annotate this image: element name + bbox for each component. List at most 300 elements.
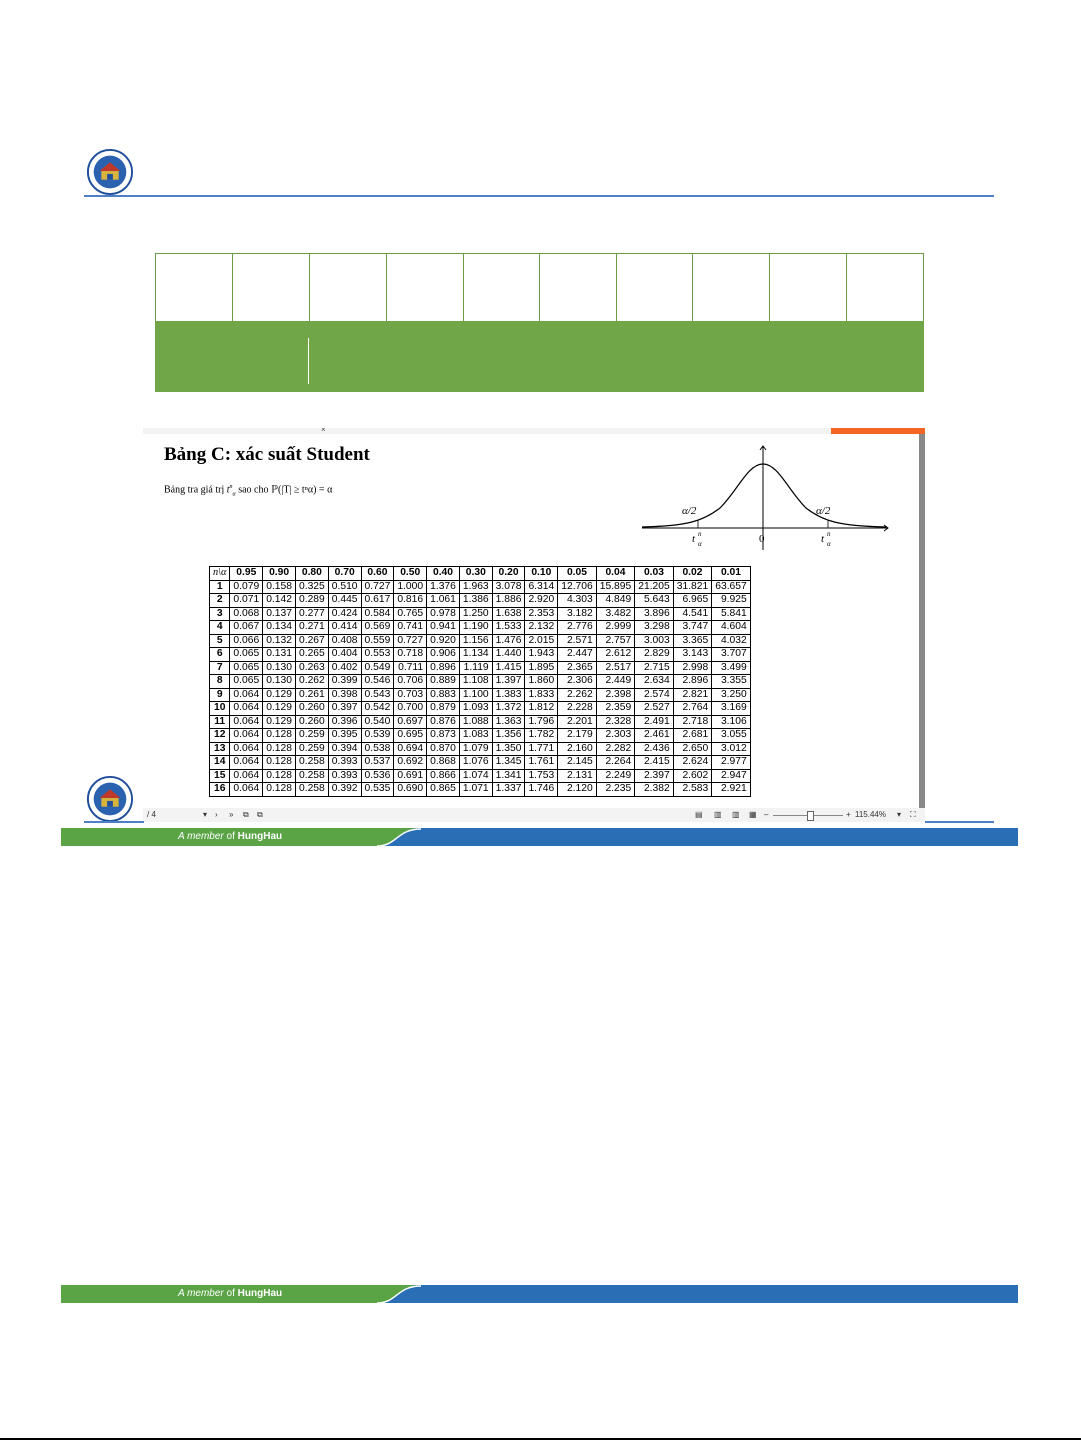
empty-table (155, 253, 924, 392)
quantile-cell: 2.365 (558, 661, 597, 675)
degrees-of-freedom-cell: 9 (210, 688, 230, 702)
quantile-cell: 2.235 (596, 783, 635, 797)
table-row (210, 715, 751, 729)
quantile-cell: 0.553 (361, 648, 394, 662)
right-t-label: t (821, 533, 825, 545)
zoom-in-icon[interactable]: + (846, 810, 851, 819)
quantile-cell: 1.415 (492, 661, 525, 675)
quantile-cell: 0.137 (263, 607, 296, 621)
quantile-cell: 0.065 (230, 661, 263, 675)
quantile-cell: 2.415 (635, 756, 674, 770)
quantile-cell: 2.449 (596, 675, 635, 689)
quantile-cell: 0.271 (295, 621, 328, 635)
student-t-table (209, 566, 751, 797)
quantile-cell: 1.638 (492, 607, 525, 621)
table-row (210, 661, 751, 675)
quantile-cell: 0.873 (427, 729, 460, 743)
quantile-cell: 0.394 (328, 742, 361, 756)
quantile-cell: 2.132 (525, 621, 558, 635)
table-row (210, 756, 751, 770)
quantile-cell: 1.383 (492, 688, 525, 702)
quantile-cell: 1.753 (525, 769, 558, 783)
quantile-cell: 0.765 (394, 607, 427, 621)
quantile-cell: 1.886 (492, 594, 525, 608)
quantile-cell: 3.482 (596, 607, 635, 621)
quantile-cell: 0.398 (328, 688, 361, 702)
quantile-cell: 2.262 (558, 688, 597, 702)
quantile-cell: 0.706 (394, 675, 427, 689)
quantile-cell: 0.395 (328, 729, 361, 743)
header-rule (84, 821, 144, 823)
left-t-label: t (692, 533, 696, 545)
quantile-cell: 4.849 (596, 594, 635, 608)
window-controls[interactable] (831, 428, 925, 434)
table-row (210, 634, 751, 648)
quantile-cell: 0.920 (427, 634, 460, 648)
table-row (210, 769, 751, 783)
quantile-cell: 1.076 (459, 756, 492, 770)
quantile-cell: 2.249 (596, 769, 635, 783)
quantile-cell: 2.517 (596, 661, 635, 675)
quantile-cell: 0.065 (230, 648, 263, 662)
quantile-cell: 1.833 (525, 688, 558, 702)
quantile-cell: 0.263 (295, 661, 328, 675)
table-row (210, 607, 751, 621)
quantile-cell: 0.896 (427, 661, 460, 675)
quantile-cell: 0.396 (328, 715, 361, 729)
alpha-header: 0.80 (295, 567, 328, 581)
quantile-cell: 1.440 (492, 648, 525, 662)
alpha-header: 0.50 (394, 567, 427, 581)
quantile-cell: 0.408 (328, 634, 361, 648)
quantile-cell: 0.130 (263, 675, 296, 689)
table-row (210, 594, 751, 608)
quantile-cell: 2.718 (673, 715, 712, 729)
copy-icon[interactable]: ⧉ (243, 810, 249, 819)
quantile-cell: 5.841 (712, 607, 751, 621)
quantile-cell: 1.372 (492, 702, 525, 716)
page-dropdown-icon[interactable]: ▾ (203, 810, 208, 819)
alpha-header: 0.01 (712, 567, 751, 581)
pdf-tab-bar (143, 428, 925, 434)
quantile-cell: 2.145 (558, 756, 597, 770)
table-row (210, 729, 751, 743)
quantile-cell: 0.128 (263, 742, 296, 756)
quantile-cell: 0.260 (295, 715, 328, 729)
quantile-cell: 0.131 (263, 648, 296, 662)
quantile-cell: 0.404 (328, 648, 361, 662)
quantile-cell: 2.015 (525, 634, 558, 648)
document-subtitle: Bảng tra giá trị $t^n_\alpha$ sao cho ℙ(|T| ≥ tⁿα) = α (164, 484, 333, 498)
quantile-cell: 3.707 (712, 648, 751, 662)
quantile-cell: 3.250 (712, 688, 751, 702)
quantile-cell: 0.868 (427, 756, 460, 770)
quantile-cell: 0.130 (263, 661, 296, 675)
quantile-cell: 0.941 (427, 621, 460, 635)
quantile-cell: 0.711 (394, 661, 427, 675)
quantile-cell: 0.142 (263, 594, 296, 608)
quantile-cell: 2.282 (596, 742, 635, 756)
quantile-cell: 2.921 (712, 783, 751, 797)
quantile-cell: 0.397 (328, 702, 361, 716)
quantile-cell: 0.128 (263, 729, 296, 743)
alpha-header: 0.90 (263, 567, 296, 581)
quantile-cell: 2.634 (635, 675, 674, 689)
paste-icon[interactable]: ⧉ (257, 810, 263, 819)
quantile-cell: 3.747 (673, 621, 712, 635)
quantile-cell: 2.612 (596, 648, 635, 662)
quantile-cell: 1.119 (459, 661, 492, 675)
quantile-cell: 2.602 (673, 769, 712, 783)
quantile-cell: 1.000 (394, 580, 427, 594)
svg-text:n: n (698, 530, 702, 538)
quantile-cell: 3.169 (712, 702, 751, 716)
quantile-cell: 2.131 (558, 769, 597, 783)
quantile-cell: 1.108 (459, 675, 492, 689)
alpha-header: 0.70 (328, 567, 361, 581)
quantile-cell: 2.583 (673, 783, 712, 797)
quantile-cell: 0.876 (427, 715, 460, 729)
quantile-cell: 0.068 (230, 607, 263, 621)
quantile-cell: 2.359 (596, 702, 635, 716)
quantile-cell: 2.650 (673, 742, 712, 756)
quantile-cell: 2.757 (596, 634, 635, 648)
quantile-cell: 0.542 (361, 702, 394, 716)
quantile-cell: 2.998 (673, 661, 712, 675)
degrees-of-freedom-cell: 1 (210, 580, 230, 594)
quantile-cell: 0.546 (361, 675, 394, 689)
quantile-cell: 0.816 (394, 594, 427, 608)
close-tab-icon[interactable]: × (321, 428, 326, 434)
quantile-cell: 1.345 (492, 756, 525, 770)
quantile-cell: 1.761 (525, 756, 558, 770)
degrees-of-freedom-cell: 4 (210, 621, 230, 635)
quantile-cell: 0.879 (427, 702, 460, 716)
quantile-cell: 0.064 (230, 729, 263, 743)
quantile-cell: 2.821 (673, 688, 712, 702)
fullscreen-icon[interactable]: ⛶ (910, 810, 916, 819)
degrees-of-freedom-cell: 3 (210, 607, 230, 621)
quantile-cell: 1.771 (525, 742, 558, 756)
quantile-cell: 0.703 (394, 688, 427, 702)
quantile-cell: 2.829 (635, 648, 674, 662)
table-row (210, 702, 751, 716)
footer-banner (61, 1285, 1018, 1303)
quantile-cell: 1.860 (525, 675, 558, 689)
quantile-cell: 2.920 (525, 594, 558, 608)
quantile-cell: 1.796 (525, 715, 558, 729)
quantile-cell: 0.289 (295, 594, 328, 608)
quantile-cell: 0.617 (361, 594, 394, 608)
t-distribution-curve (640, 442, 890, 552)
alpha-header: 0.60 (361, 567, 394, 581)
alpha-header: 0.05 (558, 567, 597, 581)
table-row (210, 621, 751, 635)
quantile-cell: 0.128 (263, 756, 296, 770)
quantile-cell: 15.895 (596, 580, 635, 594)
zoom-level: 115.44% (855, 810, 886, 819)
quantile-cell: 0.393 (328, 756, 361, 770)
quantile-cell: 0.978 (427, 607, 460, 621)
left-alpha-label: α/2 (682, 505, 697, 517)
alpha-header: 0.40 (427, 567, 460, 581)
degrees-of-freedom-cell: 10 (210, 702, 230, 716)
quantile-cell: 0.064 (230, 742, 263, 756)
quantile-cell: 2.397 (635, 769, 674, 783)
alpha-header: 0.95 (230, 567, 263, 581)
quantile-cell: 0.692 (394, 756, 427, 770)
quantile-cell: 3.499 (712, 661, 751, 675)
quantile-cell: 1.100 (459, 688, 492, 702)
quantile-cell: 1.963 (459, 580, 492, 594)
quantile-cell: 0.064 (230, 702, 263, 716)
degrees-of-freedom-cell: 15 (210, 769, 230, 783)
university-seal-icon (85, 775, 135, 823)
degrees-of-freedom-cell: 6 (210, 648, 230, 662)
quantile-cell: 2.160 (558, 742, 597, 756)
quantile-cell: 0.535 (361, 783, 394, 797)
quantile-cell: 0.064 (230, 715, 263, 729)
quantile-cell: 0.260 (295, 702, 328, 716)
quantile-cell: 0.064 (230, 756, 263, 770)
quantile-cell: 0.399 (328, 675, 361, 689)
table-row (210, 688, 751, 702)
quantile-cell: 2.179 (558, 729, 597, 743)
quantile-cell: 0.134 (263, 621, 296, 635)
quantile-cell: 1.350 (492, 742, 525, 756)
degrees-of-freedom-cell: 11 (210, 715, 230, 729)
quantile-cell: 2.328 (596, 715, 635, 729)
quantile-cell: 0.129 (263, 702, 296, 716)
quantile-cell: 3.355 (712, 675, 751, 689)
quantile-cell: 1.476 (492, 634, 525, 648)
quantile-cell: 1.376 (427, 580, 460, 594)
quantile-cell: 2.447 (558, 648, 597, 662)
quantile-cell: 1.156 (459, 634, 492, 648)
quantile-cell: 2.353 (525, 607, 558, 621)
quantile-cell: 1.363 (492, 715, 525, 729)
alpha-header: 0.04 (596, 567, 635, 581)
svg-text:n: n (827, 530, 831, 538)
zoom-dropdown-icon[interactable]: ▾ (897, 810, 902, 819)
next-page-icon[interactable]: › (215, 810, 218, 819)
thumbnail-view-icon[interactable]: ▦ (749, 810, 757, 819)
quantile-cell: 1.190 (459, 621, 492, 635)
quantile-cell: 1.895 (525, 661, 558, 675)
quantile-cell: 0.536 (361, 769, 394, 783)
quantile-cell: 0.569 (361, 621, 394, 635)
quantile-cell: 2.306 (558, 675, 597, 689)
quantile-cell: 2.228 (558, 702, 597, 716)
quantile-cell: 0.543 (361, 688, 394, 702)
quantile-cell: 0.727 (394, 634, 427, 648)
quantile-cell: 31.821 (673, 580, 712, 594)
quantile-cell: 1.533 (492, 621, 525, 635)
quantile-cell: 0.414 (328, 621, 361, 635)
quantile-cell: 1.341 (492, 769, 525, 783)
quantile-cell: 3.298 (635, 621, 674, 635)
quantile-cell: 3.003 (635, 634, 674, 648)
quantile-cell: 6.965 (673, 594, 712, 608)
quantile-cell: 1.943 (525, 648, 558, 662)
quantile-cell: 2.382 (635, 783, 674, 797)
continuous-view-icon[interactable]: ▥ (714, 810, 722, 819)
table-row (210, 675, 751, 689)
quantile-cell: 2.527 (635, 702, 674, 716)
footer-text: A member of HungHau (178, 831, 283, 842)
quantile-cell: 1.071 (459, 783, 492, 797)
quantile-cell: 0.510 (328, 580, 361, 594)
quantile-cell: 1.337 (492, 783, 525, 797)
two-page-view-icon[interactable]: ▥ (732, 810, 740, 819)
quantile-cell: 21.205 (635, 580, 674, 594)
quantile-cell: 2.764 (673, 702, 712, 716)
degrees-of-freedom-cell: 16 (210, 783, 230, 797)
quantile-cell: 2.461 (635, 729, 674, 743)
quantile-cell: 6.314 (525, 580, 558, 594)
quantile-cell: 63.657 (712, 580, 751, 594)
quantile-cell: 0.445 (328, 594, 361, 608)
quantile-cell: 1.093 (459, 702, 492, 716)
quantile-cell: 0.402 (328, 661, 361, 675)
quantile-cell: 0.741 (394, 621, 427, 635)
pdf-status-bar (143, 808, 925, 822)
quantile-cell: 1.782 (525, 729, 558, 743)
right-alpha-label: α/2 (816, 505, 831, 517)
page-indicator[interactable]: / 4 (147, 810, 156, 819)
quantile-cell: 12.706 (558, 580, 597, 594)
quantile-cell: 0.538 (361, 742, 394, 756)
quantile-cell: 0.906 (427, 648, 460, 662)
svg-text:α: α (827, 540, 831, 548)
last-page-icon[interactable]: » (229, 810, 234, 819)
quantile-cell: 0.325 (295, 580, 328, 594)
quantile-cell: 0.694 (394, 742, 427, 756)
quantile-cell: 0.549 (361, 661, 394, 675)
quantile-cell: 0.865 (427, 783, 460, 797)
table-row (210, 783, 751, 797)
university-seal-icon (85, 148, 135, 196)
alpha-header: 0.02 (673, 567, 712, 581)
quantile-cell: 1.074 (459, 769, 492, 783)
quantile-cell: 1.812 (525, 702, 558, 716)
alpha-header: 0.20 (492, 567, 525, 581)
quantile-cell: 0.071 (230, 594, 263, 608)
quantile-cell: 4.604 (712, 621, 751, 635)
alpha-header: 0.30 (459, 567, 492, 581)
quantile-cell: 0.718 (394, 648, 427, 662)
degrees-of-freedom-cell: 14 (210, 756, 230, 770)
table-row (210, 742, 751, 756)
degrees-of-freedom-cell: 7 (210, 661, 230, 675)
quantile-cell: 9.925 (712, 594, 751, 608)
quantile-cell: 0.277 (295, 607, 328, 621)
quantile-cell: 3.182 (558, 607, 597, 621)
footer-text: A member of HungHau (178, 1288, 283, 1299)
quantile-cell: 0.267 (295, 634, 328, 648)
quantile-cell: 2.681 (673, 729, 712, 743)
quantile-cell: 0.393 (328, 769, 361, 783)
quantile-cell: 1.134 (459, 648, 492, 662)
degrees-of-freedom-cell: 5 (210, 634, 230, 648)
quantile-cell: 0.690 (394, 783, 427, 797)
quantile-cell: 3.143 (673, 648, 712, 662)
degrees-of-freedom-cell: 8 (210, 675, 230, 689)
quantile-cell: 0.129 (263, 688, 296, 702)
quantile-cell: 0.158 (263, 580, 296, 594)
zoom-slider-knob[interactable] (807, 811, 814, 821)
quantile-cell: 0.067 (230, 621, 263, 635)
quantile-cell: 0.392 (328, 783, 361, 797)
table-row (210, 648, 751, 662)
quantile-cell: 2.947 (712, 769, 751, 783)
quantile-cell: 0.128 (263, 783, 296, 797)
quantile-cell: 2.264 (596, 756, 635, 770)
quantile-cell: 2.574 (635, 688, 674, 702)
quantile-cell: 0.537 (361, 756, 394, 770)
scrollbar[interactable] (919, 434, 925, 808)
quantile-cell: 0.258 (295, 756, 328, 770)
alpha-header: 0.03 (635, 567, 674, 581)
quantile-cell: 0.540 (361, 715, 394, 729)
quantile-cell: 1.386 (459, 594, 492, 608)
quantile-cell: 2.303 (596, 729, 635, 743)
quantile-cell: 2.896 (673, 675, 712, 689)
quantile-cell: 0.424 (328, 607, 361, 621)
zoom-out-icon[interactable]: – (764, 810, 769, 819)
quantile-cell: 0.866 (427, 769, 460, 783)
quantile-cell: 0.066 (230, 634, 263, 648)
quantile-cell: 0.584 (361, 607, 394, 621)
quantile-cell: 2.624 (673, 756, 712, 770)
quantile-cell: 2.776 (558, 621, 597, 635)
quantile-cell: 0.695 (394, 729, 427, 743)
quantile-cell: 0.262 (295, 675, 328, 689)
quantile-cell: 0.258 (295, 783, 328, 797)
quantile-cell: 5.643 (635, 594, 674, 608)
quantile-cell: 2.201 (558, 715, 597, 729)
quantile-cell: 3.012 (712, 742, 751, 756)
footer-banner (61, 828, 1018, 846)
quantile-cell: 1.250 (459, 607, 492, 621)
quantile-cell: 2.571 (558, 634, 597, 648)
quantile-cell: 0.064 (230, 783, 263, 797)
quantile-cell: 0.883 (427, 688, 460, 702)
quantile-cell: 0.258 (295, 769, 328, 783)
quantile-cell: 1.061 (427, 594, 460, 608)
page-bottom-rule (0, 1438, 1081, 1440)
quantile-cell: 2.977 (712, 756, 751, 770)
quantile-cell: 0.559 (361, 634, 394, 648)
quantile-cell: 0.889 (427, 675, 460, 689)
quantile-cell: 1.746 (525, 783, 558, 797)
quantile-cell: 0.539 (361, 729, 394, 743)
quantile-cell: 2.999 (596, 621, 635, 635)
quantile-cell: 3.896 (635, 607, 674, 621)
header-rule (925, 821, 994, 823)
quantile-cell: 0.132 (263, 634, 296, 648)
quantile-cell: 0.700 (394, 702, 427, 716)
svg-text:α: α (698, 540, 702, 548)
quantile-cell: 0.697 (394, 715, 427, 729)
single-page-view-icon[interactable]: ▤ (695, 810, 703, 819)
quantile-cell: 3.055 (712, 729, 751, 743)
quantile-cell: 4.032 (712, 634, 751, 648)
quantile-cell: 4.303 (558, 594, 597, 608)
header-rule (84, 195, 994, 197)
quantile-cell: 0.870 (427, 742, 460, 756)
quantile-cell: 1.079 (459, 742, 492, 756)
